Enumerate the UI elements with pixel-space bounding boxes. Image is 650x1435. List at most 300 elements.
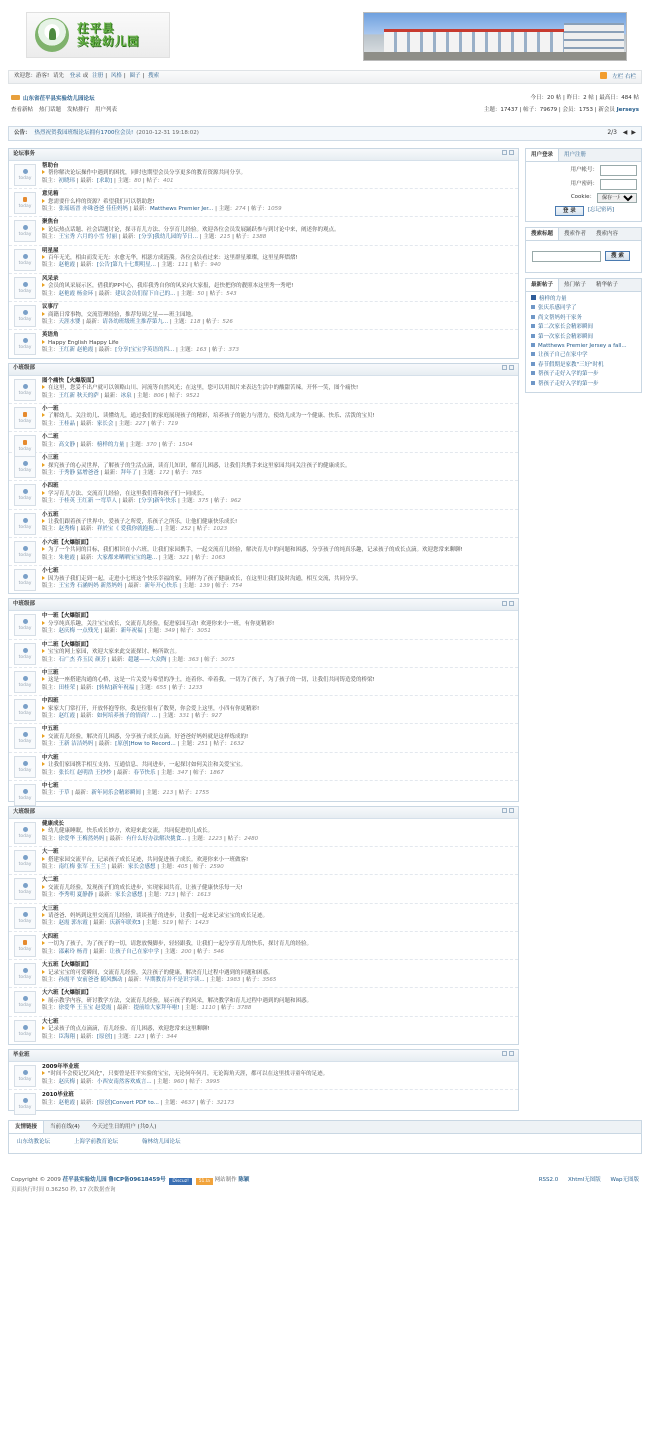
- moderator-link[interactable]: 徐爱华: [58, 835, 76, 842]
- forum-description: 展示教学内容，研讨教学方法，交流育儿经验，展示孩子的风采，解决教学和育儿过程中遇到的问题和困惑。: [42, 998, 514, 1005]
- logo-text: [77, 22, 140, 47]
- hot-post-link[interactable]: 第一次家长会精彩瞬间: [530, 333, 637, 342]
- daily-stats: 今日：20 帖 | 昨日：2 帖 | 最高日：484 帖: [530, 95, 639, 101]
- tab-birthdays[interactable]: 今天过生日的用户 (共0人): [91, 1124, 157, 1131]
- hot-posts-box: [525, 278, 642, 393]
- moderator-label: 版主：: [42, 526, 59, 533]
- moderator-link[interactable]: 于秀静: [58, 469, 76, 476]
- forum-group-header: [9, 599, 518, 611]
- forum-meta: 版主：朱艳霞 | 最新：大家都来晒晒宝宝的趣... | 主题：321 | 帖子：1063: [42, 554, 226, 561]
- forum-group-header: [9, 1050, 518, 1062]
- hot-post-link[interactable]: 让孩子自己在家中学: [530, 351, 637, 360]
- expand-icon[interactable]: [509, 1051, 514, 1056]
- moderator-label: 版主：: [42, 1033, 59, 1040]
- moderator-link[interactable]: 随风飘动: [100, 977, 123, 984]
- topics-count: 4637: [180, 1099, 195, 1106]
- topics-label: 主题：: [137, 392, 154, 399]
- topics-label: 主题：: [173, 319, 191, 326]
- site-made-label: 网站制作: [214, 1176, 237, 1183]
- tab-hot-posts[interactable]: 热门帖子: [564, 281, 587, 288]
- hot-post-link[interactable]: 尚文帮妈妈干家务: [530, 314, 637, 323]
- moderator-link[interactable]: 六月的小雪: [76, 234, 105, 241]
- quicklink[interactable]: 发帖排行: [67, 107, 90, 114]
- latest-post-link[interactable]: 让孩子自己在家中学: [109, 948, 160, 955]
- moderator-link[interactable]: 徐爱华: [58, 1005, 76, 1012]
- rss-icon[interactable]: [600, 72, 607, 79]
- latest-post-link[interactable]: [转帖]新年祝福: [96, 684, 135, 691]
- tab-digest-posts[interactable]: 精华帖子: [596, 281, 619, 288]
- forum-name-link[interactable]: 小一班: [42, 405, 59, 412]
- latest-post-link[interactable]: 有什么好办法解决挑食...: [126, 835, 187, 842]
- hot-post-link[interactable]: 张庆乐感同学了: [530, 304, 637, 313]
- latest-label: 最新：: [122, 498, 139, 505]
- prev-arrow-icon[interactable]: ◀: [622, 129, 628, 137]
- forum-group-title[interactable]: 论坛事务: [13, 150, 36, 157]
- quicklink[interactable]: 热门话题: [39, 107, 62, 114]
- forum-row: [9, 246, 518, 274]
- latest-label: 最新：: [111, 656, 128, 663]
- moderator-label: 版主：: [42, 835, 59, 842]
- topics-count: 139: [199, 582, 210, 589]
- latest-label: 最新：: [104, 392, 121, 399]
- forum-row: [9, 611, 518, 639]
- wap-link[interactable]: Wap无图版: [610, 1176, 639, 1183]
- forum-meta: 版主：田桂荣 | 最新：[转帖]新年祝福 | 主题：655 | 帖子：1233: [42, 684, 203, 691]
- moderator-link[interactable]: 赵红霞: [58, 713, 76, 720]
- newest-member-link[interactable]: Jerseys: [616, 107, 639, 114]
- moderator-link[interactable]: 王红新: [58, 347, 76, 354]
- moderator-link[interactable]: 赵明浩: [76, 769, 94, 776]
- logo-text-line2: 实验幼儿园: [77, 34, 140, 48]
- topics-label: 主题：: [118, 420, 136, 427]
- latest-post-link[interactable]: [分享]我幼儿园的节日...: [138, 234, 198, 241]
- hot-post-link[interactable]: 帮孩子走好入学的第一步: [530, 370, 637, 379]
- forum-group-title[interactable]: 小班级部: [13, 365, 36, 372]
- posts-label: 帖子：: [194, 554, 212, 561]
- forum-name-link[interactable]: 小三班: [42, 455, 59, 462]
- forum-name-link[interactable]: 中二班【火爆版面】: [42, 641, 92, 648]
- topics-count: 111: [177, 262, 189, 269]
- search-box: [525, 227, 642, 273]
- latest-post-link[interactable]: 如何培养孩子的情商？...: [96, 713, 158, 720]
- moderator-link[interactable]: 佳佳妈妈: [106, 205, 129, 212]
- posts-label: 帖子：: [235, 234, 253, 241]
- moderator-link[interactable]: 赵庆梅: [58, 1078, 76, 1085]
- latest-label: 最新：: [104, 469, 121, 476]
- cookie-row: [532, 193, 637, 203]
- forum-name-link[interactable]: 议事厅: [42, 304, 59, 311]
- forum-name-link[interactable]: 小四班: [42, 483, 59, 490]
- topics-count: 349: [164, 628, 176, 635]
- topics-label: 主题：: [146, 920, 163, 927]
- forum-group-title[interactable]: 大班级部: [13, 808, 36, 815]
- forum-name-link[interactable]: 大五班【火爆版面】: [42, 962, 92, 969]
- moderator-link[interactable]: 于草: [58, 790, 70, 797]
- topics-label: 主题：: [161, 262, 178, 269]
- moderator-link[interactable]: 王梅然妈妈: [76, 835, 105, 842]
- forum-name-link[interactable]: 小六班【火爆版面】: [42, 539, 92, 546]
- search-input[interactable]: [532, 251, 601, 262]
- home-icon: [11, 95, 20, 100]
- xhtml-link[interactable]: Xhtml无图版: [568, 1176, 601, 1183]
- footer-site-name[interactable]: 茌平县实验幼儿园: [62, 1176, 107, 1183]
- latest-label: 最新：: [80, 554, 97, 561]
- cookie-label: Cookie：: [570, 194, 595, 201]
- tab-register[interactable]: 用户注册: [564, 151, 587, 158]
- group-controls: [500, 365, 514, 373]
- quicklink[interactable]: 查看新帖: [11, 107, 34, 114]
- moderator-link[interactable]: 杨青: [76, 948, 88, 955]
- hot-post-link[interactable]: 第二次家长会精彩瞬间: [530, 323, 637, 332]
- latest-post-link[interactable]: 新年开心快乐: [144, 582, 178, 589]
- forum-meta: 版主：高文静 | 最新：榜样的力量 | 主题：370 | 帖子：1504: [42, 441, 193, 448]
- search-link[interactable]: 搜索: [148, 73, 160, 80]
- latest-post-link[interactable]: 新年同乐会精彩瞬间: [91, 790, 141, 797]
- forum-status-icon: today: [14, 513, 36, 535]
- friend-link[interactable]: 山东幼教论坛: [17, 1139, 51, 1146]
- moderator-link[interactable]: 赵艳霞: [58, 1099, 76, 1106]
- announcement-link[interactable]: 热烈祝贺我园班级论坛拥有1700位会员!: [34, 129, 134, 136]
- forum-name-link[interactable]: 2009年毕业班: [42, 1063, 80, 1070]
- forum-description: 商籍日常事物，交流管理经验，推荐每周之星——班主园地。: [42, 312, 514, 319]
- latest-label: 最新：: [80, 1078, 97, 1085]
- forum-name-link[interactable]: 英语角: [42, 332, 59, 339]
- moderator-link[interactable]: 张瑶瑶晋: [58, 205, 81, 212]
- hot-post-link[interactable]: 帮孩子走好入学的第一步: [530, 380, 637, 389]
- forum-status-icon: today: [14, 484, 36, 506]
- forum-meta: 版主：于桂英 王红新 一弯草人 | 最新：[分享]新年快乐 | 主题：375 | 帖子：962: [42, 498, 241, 505]
- moderator-link[interactable]: 郭东霞: [71, 920, 88, 927]
- login-button[interactable]: 登 录: [555, 206, 584, 216]
- forum-row: [9, 510, 518, 538]
- forum-name-link[interactable]: 小七班: [42, 568, 59, 575]
- moderator-link[interactable]: 王宝秀: [58, 582, 76, 589]
- forum-name-link[interactable]: 意见箱: [42, 191, 59, 198]
- left-column-link[interactable]: 左栏: [612, 74, 624, 81]
- tab-friend-links[interactable]: 友情链接: [9, 1121, 44, 1133]
- moderator-link[interactable]: 新然妈妈: [100, 582, 123, 589]
- moderator-link[interactable]: 初晓玮: [58, 177, 76, 184]
- moderator-link[interactable]: 王抄抄: [95, 769, 112, 776]
- moderator-link[interactable]: 赵霞: [58, 920, 70, 927]
- moderator-link[interactable]: 张长红: [58, 769, 76, 776]
- latest-post-link[interactable]: 请各幼班级班主推荐第九...: [102, 319, 169, 326]
- topics-label: 主题：: [164, 526, 181, 533]
- expand-icon[interactable]: [509, 808, 514, 813]
- breadcrumb-forum-link[interactable]: 山东省茌平县实验幼儿园论坛: [23, 96, 95, 102]
- forum-name-link[interactable]: 大四班: [42, 933, 59, 940]
- moderator-link[interactable]: 付丽: [106, 234, 118, 241]
- icp-number[interactable]: 鲁ICP备09618459号: [108, 1176, 166, 1183]
- header-banner-photo: [363, 12, 627, 61]
- latest-post-link[interactable]: 家长会: [96, 420, 114, 427]
- posts-count: 1632: [229, 741, 244, 748]
- moderator-link[interactable]: 石广杰: [58, 656, 76, 663]
- topics-count: 123: [134, 1033, 145, 1040]
- forum-group: [8, 598, 519, 801]
- forum-name-link[interactable]: 2010毕业班: [42, 1092, 74, 1099]
- moderator-link[interactable]: 颜芳: [95, 656, 107, 663]
- posts-count: 1423: [194, 920, 209, 927]
- moderator-link[interactable]: 石涵妈妈: [76, 582, 99, 589]
- forgot-password-link[interactable]: [忘记密码]: [587, 207, 615, 214]
- login-link[interactable]: 登录: [69, 73, 81, 80]
- moderator-link[interactable]: 安前爸爸: [76, 977, 99, 984]
- topics-count: 80: [134, 177, 142, 184]
- tab-online[interactable]: 当前在线(4): [50, 1124, 80, 1131]
- posts-label: 帖子：: [213, 741, 230, 748]
- forum-meta: 版主：赵艳霞 杨金环 | 最新：建议会员们留下自己的... | 主题：50 | 帖子：543: [42, 290, 237, 297]
- announcement-date: (2010-12-31 19:18:02): [136, 129, 199, 136]
- forum-name-link[interactable]: 健康成长: [42, 820, 65, 827]
- latest-post-link[interactable]: 小西安南然客欢威言...: [96, 1078, 152, 1085]
- collapse-icon[interactable]: [502, 1051, 507, 1056]
- forum-name-link[interactable]: 中六班: [42, 754, 59, 761]
- hot-post-link[interactable]: Matthews Premier Jersey a fall...: [530, 342, 637, 351]
- moderator-link[interactable]: 一点残光: [76, 628, 99, 635]
- forum-meta: 版主：初晓玮 | 最新：[求助] | 主题：80 | 帖子：401: [42, 177, 174, 184]
- tab-search-title[interactable]: 搜索标题: [526, 228, 559, 240]
- hot-post-link[interactable]: 春节假期是家教"三好"时机: [530, 361, 637, 370]
- moderator-link[interactable]: 猛增爸爸: [76, 469, 99, 476]
- moderator-link[interactable]: 王宝秀: [58, 234, 76, 241]
- latest-post-link[interactable]: [原创]Convert PDF to...: [96, 1099, 159, 1106]
- forum-name-link[interactable]: 小二班: [42, 434, 59, 441]
- latest-post-link[interactable]: 冰泉: [120, 392, 132, 399]
- moderator-link[interactable]: 赵艳霞: [76, 347, 94, 354]
- style-link[interactable]: 风格: [110, 73, 122, 80]
- moderator-link[interactable]: 张军: [76, 863, 88, 870]
- topics-label: 主题：: [148, 628, 165, 635]
- moderator-link[interactable]: 秋天的萨: [76, 392, 99, 399]
- latest-post-link[interactable]: 榜样的力量: [96, 441, 125, 448]
- tab-latest-posts[interactable]: 最新帖子: [526, 279, 559, 291]
- moderator-link[interactable]: 王桂晶: [58, 420, 76, 427]
- forum-name-link[interactable]: 中一班【火爆版面】: [42, 613, 92, 620]
- stats-badge[interactable]: 51.la: [196, 1178, 213, 1185]
- moderator-label: 版主：: [42, 420, 59, 427]
- latest-post-link[interactable]: [原创]How to Record...: [115, 741, 176, 748]
- moderator-link[interactable]: 南红梅: [58, 863, 76, 870]
- posts-label: 帖子：: [169, 392, 186, 399]
- latest-label: 最新：: [80, 262, 97, 269]
- banner-building-2: [564, 23, 624, 55]
- forum-name-link[interactable]: 聚焦台: [42, 219, 59, 226]
- moderator-link[interactable]: 王新: [58, 741, 70, 748]
- forum-group-title[interactable]: 毕业班: [13, 1051, 30, 1058]
- latest-post-link[interactable]: 春节快乐: [133, 769, 156, 776]
- username-input[interactable]: [600, 165, 637, 176]
- forum-description: Happy English Happy Life: [42, 340, 514, 347]
- topics-count: 227: [135, 420, 146, 427]
- moderator-label: 版主：: [42, 684, 59, 691]
- right-column-link[interactable]: 右栏: [624, 74, 636, 81]
- forum-name-link[interactable]: 小五班: [42, 511, 59, 518]
- moderator-link[interactable]: 赵艳霞: [58, 290, 76, 297]
- posts-count: 2480: [244, 835, 259, 842]
- moderator-link[interactable]: 赵爱霞: [95, 1005, 112, 1012]
- forum-row: [9, 819, 518, 847]
- posts-count: 940: [210, 262, 221, 269]
- forum-name-link[interactable]: 中四班: [42, 698, 59, 705]
- discuz-badge[interactable]: Discuz!: [169, 1178, 192, 1185]
- moderator-link[interactable]: 洁洁妈妈: [71, 741, 94, 748]
- posts-label: 帖子：: [151, 420, 168, 427]
- site-logo[interactable]: [26, 12, 170, 58]
- posts-label: 帖子：: [146, 177, 163, 184]
- forum-description: 了解幼儿、关注幼儿、读懂幼儿，通过我们的家庭展现孩子的精彩，培养孩子的能力与潜力，使幼儿成为一个健康、快乐、活泼的宝贝!: [42, 413, 514, 420]
- moderator-link[interactable]: 田桂荣: [58, 684, 76, 691]
- latest-label: 最新：: [98, 741, 116, 748]
- forum-name-link[interactable]: 大七班: [42, 1018, 59, 1025]
- forum-description: 学习育儿方法、交流育儿经验，在这里我们将和孩子们一同成长。: [42, 491, 514, 498]
- forum-description: 这是一座搭建沟通的心桥，这是一片关爱与希望的净土，连着你、牵着我。一切为了孩子，为了孩子的一切，让我们共同铸造爱的桥梁!: [42, 677, 514, 684]
- latest-post-link[interactable]: 家长会感想: [127, 863, 156, 870]
- rss-link[interactable]: RSS2.0: [538, 1176, 559, 1183]
- expand-icon[interactable]: [509, 601, 514, 606]
- friend-tabs: [9, 1121, 641, 1134]
- cookie-select[interactable]: [597, 193, 637, 203]
- moderator-link[interactable]: 赵秀梅: [58, 526, 76, 533]
- forum-row: [9, 404, 518, 432]
- moderator-link[interactable]: 高文静: [58, 441, 76, 448]
- moderator-link[interactable]: 李秀明: [58, 892, 76, 899]
- moderator-link[interactable]: 夏静静: [76, 892, 94, 899]
- forum-name-link[interactable]: 中七班: [42, 783, 59, 789]
- moderator-link[interactable]: 赵庆梅: [58, 628, 76, 635]
- forum-meta: 版主：王红新 赵艳霞 | 最新：[分享]宝宝学英语的四... | 主题：163 | 帖子：373: [42, 347, 239, 354]
- moderator-link[interactable]: 王红新: [76, 498, 94, 505]
- forum-status-icon: today: [14, 407, 36, 429]
- forum-group: [8, 1049, 519, 1111]
- moderator-link[interactable]: 于桂英: [58, 498, 76, 505]
- forum-meta: 版主：王新 洁洁妈妈 | 最新：[原创]How to Record... | 主题：251 | 帖子：1632: [42, 741, 244, 748]
- header: [8, 0, 642, 68]
- forum-name-link[interactable]: 明星屋: [42, 247, 59, 254]
- forum-name-link[interactable]: 帮助台: [42, 162, 59, 169]
- search-button[interactable]: 搜 索: [605, 251, 630, 261]
- forum-description: 交流育儿经验，解决育儿困惑，分享孩子成长点滴。好爸爸好妈妈就是这样炼成的!: [42, 734, 514, 741]
- moderator-label: 版主：: [42, 920, 59, 927]
- topics-label: 主题：: [160, 769, 178, 776]
- moderator-link[interactable]: 亦珠爸爸: [82, 205, 105, 212]
- moderator-link[interactable]: 王玉宝: [76, 1005, 94, 1012]
- latest-post-link[interactable]: [分享]宝宝学英语的四...: [115, 347, 175, 354]
- moderator-link[interactable]: 邵素玲: [58, 948, 76, 955]
- forum-name-link[interactable]: 风采录: [42, 275, 59, 282]
- forum-name-link[interactable]: 大三班: [42, 905, 59, 912]
- moderator-link[interactable]: 杨金环: [76, 290, 94, 297]
- moderator-link[interactable]: 赵艳霞: [58, 262, 76, 269]
- topics-count: 172: [159, 469, 170, 476]
- forum-name-link[interactable]: 大二班: [42, 877, 59, 884]
- password-input[interactable]: [600, 179, 637, 190]
- circle-link[interactable]: 圈子: [129, 73, 141, 80]
- collapse-icon[interactable]: [502, 365, 507, 370]
- posts-label: 帖子：: [204, 656, 221, 663]
- moderator-link[interactable]: 王红新: [58, 392, 76, 399]
- quicklinks: [11, 107, 123, 114]
- sidebar: [525, 148, 642, 1115]
- moderator-link[interactable]: 乔玉民: [76, 656, 94, 663]
- site-author[interactable]: 陈颖: [238, 1176, 250, 1183]
- forum-group-title[interactable]: 中班级部: [13, 601, 36, 608]
- friend-link[interactable]: 翰林幼儿园论坛: [142, 1139, 181, 1146]
- topics-label: 主题：: [129, 441, 147, 448]
- login-form: [526, 162, 641, 221]
- collapse-icon[interactable]: [502, 150, 507, 155]
- forum-description: 您需要什么样的资源？希望我们可以帮助您!: [42, 199, 514, 206]
- latest-post-link[interactable]: Matthews Premier Jer...: [149, 205, 214, 212]
- topics-label: 主题：: [157, 1078, 174, 1085]
- latest-post-link[interactable]: 超越——大众陶: [127, 656, 167, 663]
- forum-name-link[interactable]: 图个痛快【火爆版面】: [42, 377, 98, 384]
- topics-count: 713: [164, 892, 176, 899]
- expand-icon[interactable]: [509, 150, 514, 155]
- latest-post-link[interactable]: 拜年了: [120, 469, 138, 476]
- latest-post-link[interactable]: [原创]: [96, 1033, 113, 1040]
- forum-description: 分享纯真乐趣，关注宝宝成长，交流育儿经验，促进家园互动! 欢迎你来小一班，有你更精彩!: [42, 621, 514, 628]
- latest-post-link[interactable]: 庆新年联欢3: [109, 920, 141, 927]
- moderator-link[interactable]: 朱艳霞: [58, 554, 76, 561]
- moderator-label: 版主：: [42, 948, 59, 955]
- latest-post-link[interactable]: 建议会员们留下自己的...: [115, 290, 176, 297]
- tab-search-content[interactable]: 搜索内容: [596, 230, 619, 237]
- latest-label: 最新：: [116, 1005, 134, 1012]
- latest-post-link[interactable]: [分享]新年快乐: [138, 498, 177, 505]
- forum-meta: 版主：徐爱华 王梅然妈妈 | 最新：有什么好办法解决挑食... | 主题：1223 | 帖子：2480: [42, 835, 259, 842]
- tab-login[interactable]: 用户登录: [526, 149, 559, 161]
- latest-label: 最新：: [111, 863, 128, 870]
- forum-meta: 版主：李秀明 夏静静 | 最新：家长会感想 | 主题：713 | 帖子：1613: [42, 892, 211, 899]
- forum-name-link[interactable]: 中三班: [42, 669, 59, 676]
- hot-post-link[interactable]: 榜样的力量: [530, 294, 637, 304]
- collapse-icon[interactable]: [502, 808, 507, 813]
- forum-name-link[interactable]: 大一班: [42, 849, 59, 856]
- friend-link[interactable]: 上海学前教育论坛: [74, 1139, 119, 1146]
- topics-label: 主题：: [117, 177, 135, 184]
- latest-post-link[interactable]: 早期教育并不是识字读...: [144, 977, 205, 984]
- moderator-link[interactable]: 天涯水婴: [58, 319, 81, 326]
- register-link[interactable]: 注册: [92, 73, 104, 80]
- latest-post-link[interactable]: 祥於宝《 爱我你就抱抱...: [96, 526, 159, 533]
- moderator-link[interactable]: 臣海翔: [58, 1033, 76, 1040]
- expand-icon[interactable]: [509, 365, 514, 370]
- forum-name-link[interactable]: 中五班: [42, 726, 59, 733]
- forum-status-icon: today: [14, 379, 36, 401]
- quicklink[interactable]: 用户列表: [95, 107, 118, 114]
- moderator-label: 版主：: [42, 741, 59, 748]
- latest-post-link[interactable]: [求助]: [96, 177, 113, 184]
- latest-post-link[interactable]: 新年祝福: [120, 628, 143, 635]
- collapse-icon[interactable]: [502, 601, 507, 606]
- forum-name-link[interactable]: 大六班【火爆版面】: [42, 990, 92, 997]
- moderator-label: 版主：: [42, 1099, 59, 1106]
- forum-status-icon: today: [14, 1093, 36, 1115]
- moderator-link[interactable]: 一弯草人: [95, 498, 118, 505]
- moderator-link[interactable]: 王玉兰: [89, 863, 107, 870]
- friend-links: [9, 1134, 641, 1152]
- tab-search-author[interactable]: 搜索作者: [564, 230, 587, 237]
- forum-row: [9, 696, 518, 724]
- next-arrow-icon[interactable]: ▶: [631, 129, 636, 137]
- latest-post-link[interactable]: 家长会感想: [115, 892, 143, 899]
- latest-post-link[interactable]: [公告]第九十七期明星...: [96, 262, 156, 269]
- posts-count: 3565: [262, 977, 277, 984]
- latest-post-link[interactable]: 大家都来晒晒宝宝的趣...: [96, 554, 158, 561]
- moderator-link[interactable]: 孙霞平: [58, 977, 76, 984]
- latest-post-link[interactable]: 提前给大家拜年啦!: [133, 1005, 180, 1012]
